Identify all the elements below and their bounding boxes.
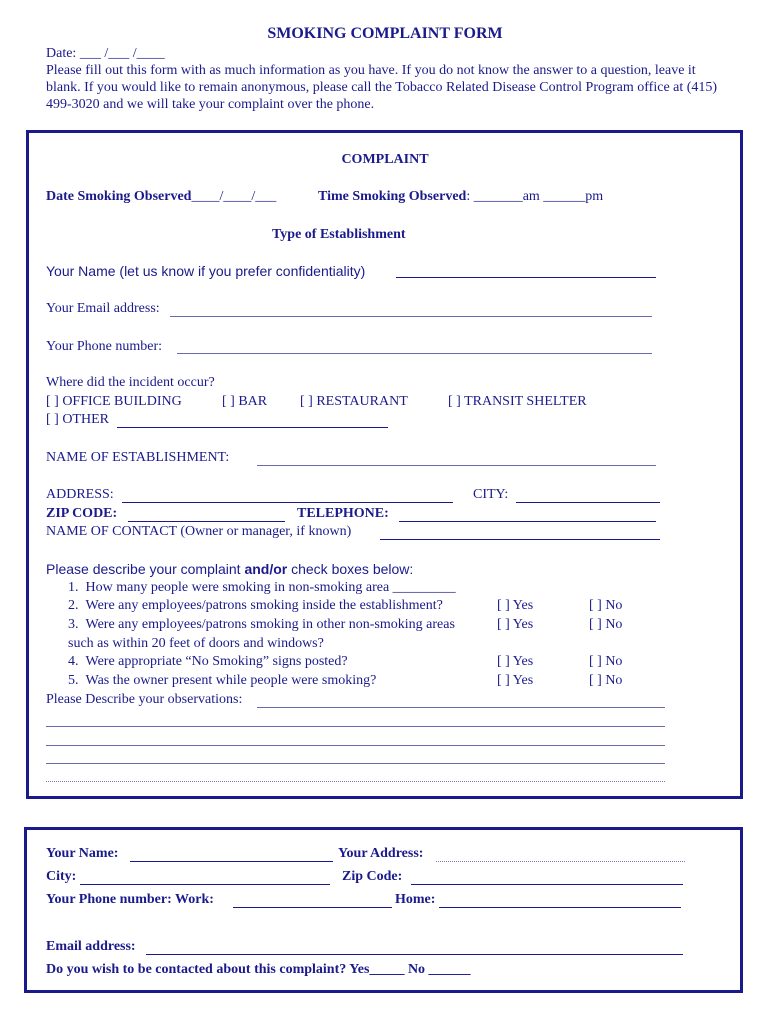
telephone-field[interactable] [399, 521, 656, 522]
option-bar[interactable]: [ ] BAR [222, 394, 268, 409]
question-text: Were any employees/patrons smoking in other non-smoking areas [85, 617, 455, 632]
observations-label: Please Describe your observations: [46, 692, 243, 707]
city-field[interactable] [516, 502, 660, 503]
question-text[interactable]: How many people were smoking in non-smoking area _________ [85, 580, 456, 595]
your-name-label: Your Name (let us know if you prefer confidentiality) [46, 263, 366, 279]
city-label: CITY: [473, 487, 509, 502]
question-3-no[interactable]: [ ] No [589, 617, 623, 632]
intro-line-1: Please fill out this form with as much information as you have. If you do not know the answer to a question, leave it [46, 63, 696, 78]
zip-field[interactable] [128, 521, 285, 522]
zip-label: ZIP CODE: [46, 506, 118, 521]
observations-line-1[interactable] [46, 726, 665, 727]
question-4-no[interactable]: [ ] No [589, 654, 623, 669]
question-5 [68, 673, 376, 689]
observations-line-0[interactable] [257, 707, 665, 708]
question-text: Was the owner present while people were smoking? [85, 673, 377, 688]
option-restaurant[interactable]: [ ] RESTAURANT [300, 394, 408, 409]
contact-zip-field[interactable] [411, 884, 683, 885]
observations-line-3[interactable] [46, 763, 665, 764]
contact-home-label: Home: [395, 892, 436, 907]
contact-email-label: Email address: [46, 939, 136, 954]
question-2 [68, 598, 443, 614]
observations-line-4[interactable] [46, 781, 665, 782]
option-other[interactable]: [ ] OTHER [46, 412, 109, 427]
question-number: 2. [68, 598, 79, 613]
intro-line-3: 499-3020 and we will take your complaint over the phone. [46, 97, 375, 112]
form-title: SMOKING COMPLAINT FORM [267, 25, 503, 42]
describe-bold: and/or [244, 561, 288, 577]
describe-instructions [46, 561, 413, 577]
other-field[interactable] [117, 427, 388, 428]
option-office-building[interactable]: [ ] OFFICE BUILDING [46, 394, 182, 409]
your-name-field[interactable] [396, 277, 656, 278]
contact-address-field[interactable] [436, 861, 685, 862]
question-3-yes[interactable]: [ ] Yes [497, 617, 534, 632]
complaint-heading: COMPLAINT [341, 152, 429, 167]
contact-city-field[interactable] [80, 884, 330, 885]
contact-name-label: NAME OF CONTACT (Owner or manager, if known) [46, 524, 352, 539]
question-5-no[interactable]: [ ] No [589, 673, 623, 688]
question-number: 5. [68, 673, 79, 688]
address-label: ADDRESS: [46, 487, 114, 502]
contact-consent-question[interactable]: Do you wish to be contacted about this complaint? Yes_____ No ______ [46, 962, 471, 977]
question-2-yes[interactable]: [ ] Yes [497, 598, 534, 613]
contact-name-field[interactable] [380, 539, 660, 540]
question-3-continued: such as within 20 feet of doors and windows? [68, 636, 324, 651]
date-line[interactable]: Date: ___ /___ /____ [46, 46, 165, 61]
question-text: Were any employees/patrons smoking inside the establishment? [85, 598, 443, 613]
time-observed-row[interactable] [318, 189, 603, 205]
question-number: 1. [68, 580, 79, 595]
date-observed-label: Date Smoking Observed [46, 189, 192, 204]
question-text: Were appropriate “No Smoking” signs posted? [85, 654, 348, 669]
phone-field[interactable] [177, 353, 652, 354]
question-number: 3. [68, 617, 79, 632]
question-5-yes[interactable]: [ ] Yes [497, 673, 534, 688]
contact-city-label: City: [46, 869, 77, 884]
contact-name-label: Your Name: [46, 846, 119, 861]
describe-suffix: check boxes below: [287, 561, 414, 577]
establishment-label: NAME OF ESTABLISHMENT: [46, 450, 230, 465]
observations-line-2[interactable] [46, 745, 665, 746]
incident-question: Where did the incident occur? [46, 375, 215, 390]
question-1 [68, 580, 456, 596]
contact-work-phone-field[interactable] [233, 907, 392, 908]
email-field[interactable] [170, 316, 652, 317]
phone-label: Your Phone number: [46, 339, 163, 354]
telephone-label: TELEPHONE: [297, 506, 389, 521]
question-3 [68, 617, 455, 633]
question-number: 4. [68, 654, 79, 669]
email-label: Your Email address: [46, 301, 160, 316]
option-transit-shelter[interactable]: [ ] TRANSIT SHELTER [448, 394, 587, 409]
time-observed-blank[interactable]: : _______am ______pm [466, 189, 604, 204]
contact-name-field[interactable] [130, 861, 333, 862]
describe-prefix: Please describe your complaint [46, 561, 245, 577]
contact-address-label: Your Address: [338, 846, 424, 861]
contact-email-field[interactable] [146, 954, 683, 955]
intro-line-2: blank. If you would like to remain anonymous, please call the Tobacco Related Disease Control Program office at (415) [46, 80, 718, 95]
question-2-no[interactable]: [ ] No [589, 598, 623, 613]
question-4-yes[interactable]: [ ] Yes [497, 654, 534, 669]
time-observed-label: Time Smoking Observed [318, 189, 467, 204]
address-field[interactable] [122, 502, 453, 503]
date-observed-blank[interactable]: ____/____/___ [191, 189, 277, 204]
contact-phone-label: Your Phone number: Work: [46, 892, 214, 907]
date-observed-row[interactable] [46, 189, 276, 205]
contact-home-phone-field[interactable] [439, 907, 681, 908]
establishment-field[interactable] [257, 465, 656, 466]
type-of-establishment-heading: Type of Establishment [272, 227, 406, 242]
question-4 [68, 654, 348, 670]
contact-zip-label: Zip Code: [342, 869, 403, 884]
